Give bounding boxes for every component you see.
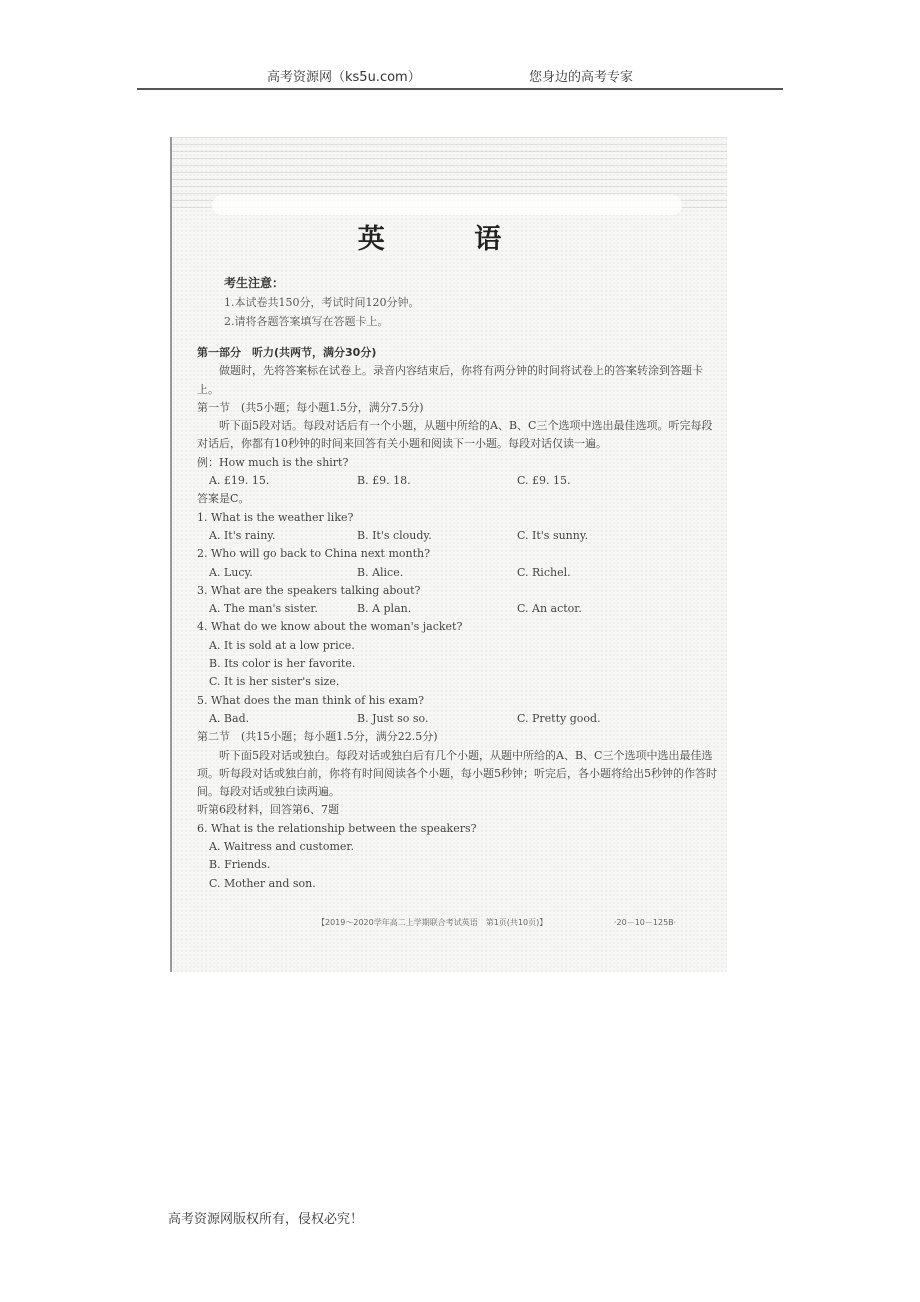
notice-item: 2.请将各题答案填写在答题卡上。 (224, 315, 389, 328)
option-a: A. £19. 15. (209, 474, 270, 488)
scanned-exam-page (170, 137, 727, 972)
section2-instructions: 听下面5段对话或独白。每段对话或独白后有几个小题，从题中所给的A、B、C三个选项中选出最佳选项。听每段对话或独白前，你将有时间阅读各个小题，每小题5秒钟；听完后，各小题将给出5秒钟的作答时间。每段对话或独白读两遍。 (197, 748, 717, 799)
part1-heading: 第一部分 听力(共两节，满分30分) (197, 346, 377, 359)
option-c: C. £9. 15. (517, 474, 571, 488)
option-b: B. It's cloudy. (357, 528, 432, 542)
option-a: A. It's rainy. (209, 528, 276, 542)
example-options (197, 472, 717, 490)
copyright-notice: 高考资源网版权所有，侵权必究！ (168, 1212, 364, 1227)
question-5-options (197, 710, 717, 728)
section2-heading: 第二节 (共15小题；每小题1.5分，满分22.5分) (197, 730, 438, 744)
option-c: C. Richel. (517, 565, 571, 579)
site-name: 高考资源网（ks5u.com） (267, 70, 421, 85)
candidate-notice (224, 274, 420, 331)
question-2-options (197, 564, 717, 582)
exam-title: 英 语 (357, 224, 542, 255)
question-1: 1. What is the weather like? (197, 510, 354, 524)
question-3-options (197, 600, 717, 618)
option-b: B. Alice. (357, 565, 404, 579)
section1-instructions: 听下面5段对话。每段对话后有一个小题，从题中所给的A、B、C三个选项中选出最佳选项。听完每段对话后，你都有10秒钟的时间来回答有关小题和阅读下一小题。每段对话仅读一遍。 (197, 419, 713, 451)
option-c: C. It's sunny. (517, 528, 589, 542)
notice-item: 1.本试卷共150分，考试时间120分钟。 (224, 296, 420, 309)
example-answer: 答案是C。 (197, 492, 250, 506)
option-b: B. Friends. (209, 858, 271, 872)
example-question: 例：How much is the shirt? (197, 455, 349, 469)
option-a: A. It is sold at a low price. (209, 638, 355, 652)
section1-heading: 第一节 (共5小题；每小题1.5分，满分7.5分) (197, 400, 424, 414)
option-a: A. The man's sister. (209, 602, 318, 616)
page-footer-info: 【2019～2020学年高二上学期联合考试英语 第1页(共10页)】 (317, 918, 548, 927)
question-3: 3. What are the speakers talking about? (197, 583, 421, 597)
notice-heading: 考生注意： (224, 276, 285, 290)
option-c: C. An actor. (517, 602, 582, 616)
option-b: B. Its color is her favorite. (209, 657, 356, 671)
scan-blank-band (212, 195, 682, 215)
site-slogan: 您身边的高考专家 (529, 70, 634, 85)
question-5: 5. What does the man think of his exam? (197, 693, 425, 707)
option-b: B. Just so so. (357, 711, 429, 725)
option-b: B. £9. 18. (357, 474, 411, 488)
question-4: 4. What do we know about the woman's jacket? (197, 620, 463, 634)
part1-instructions: 做题时，先将答案标在试卷上。录音内容结束后，你将有两分钟的时间将试卷上的答案转涂到答题卡上。 (197, 364, 703, 396)
site-header (137, 62, 783, 90)
question-6: 6. What is the relationship between the speakers? (197, 821, 477, 835)
exam-body (197, 344, 717, 893)
option-a: A. Lucy. (209, 565, 253, 579)
option-a: A. Bad. (209, 711, 250, 725)
question-1-options (197, 527, 717, 545)
page-footer-code: ·20－10－125B· (614, 918, 677, 927)
option-c: C. Mother and son. (209, 876, 316, 890)
option-a: A. Waitress and customer. (209, 840, 354, 854)
option-c: C. Pretty good. (517, 711, 601, 725)
option-c: C. It is her sister's size. (209, 675, 340, 689)
option-b: B. A plan. (357, 602, 412, 616)
material-note: 听第6段材料，回答第6、7题 (197, 803, 339, 817)
question-2: 2. Who will go back to China next month? (197, 547, 431, 561)
